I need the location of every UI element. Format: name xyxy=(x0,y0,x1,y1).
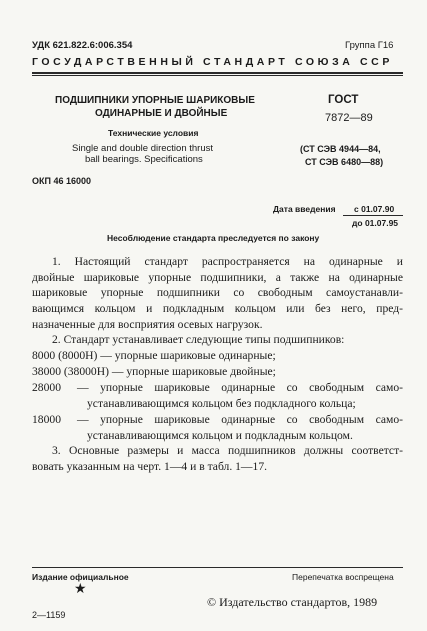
date-rule xyxy=(343,215,403,216)
paragraph-line: вовать указанным на черт. 1—4 и в табл. 1—17. xyxy=(32,459,268,473)
type-8000: 8000 (8000Н) — упорные шариковые одинарные; xyxy=(32,349,276,362)
paragraph-line: шариковые упорные подшипники со свободным самоустанавли- xyxy=(32,286,403,300)
gost-label: ГОСТ xyxy=(328,94,359,106)
type-18000-description xyxy=(77,412,403,443)
paragraph-line: 3. Основные размеры и масса подшипников должны соответст- xyxy=(52,444,403,457)
star-icon: ★ xyxy=(74,582,87,597)
footer-rule xyxy=(32,567,403,568)
reprint-prohibited: Перепечатка воспрещена xyxy=(292,572,394,582)
type-28000-code: 28000 xyxy=(32,381,61,394)
copyright-notice: © Издательство стандартов, 1989 xyxy=(207,595,378,609)
type-line: — упорные шариковые одинарные со свободным само- xyxy=(77,381,403,394)
type-18000-code: 18000 xyxy=(32,413,61,426)
document-title-line1: ПОДШИПНИКИ УПОРНЫЕ ШАРИКОВЫЕ xyxy=(55,95,255,106)
paragraph-1 xyxy=(32,254,403,333)
paragraph-2: 2. Стандарт устанавливает следующие типы подшипников: xyxy=(52,333,345,346)
paragraph-3 xyxy=(32,443,403,474)
type-line: устанавливающимся кольцом без подкладного кольца; xyxy=(87,396,356,410)
effective-date-to: до 01.07.95 xyxy=(352,218,399,228)
st-sev-line1: (СТ СЭВ 4944—84, xyxy=(300,144,381,154)
print-number: 2—1159 xyxy=(32,610,66,620)
header-rule-bottom xyxy=(32,75,403,76)
group-code: Группа Г16 xyxy=(345,40,394,51)
okp-code: ОКП 46 16000 xyxy=(32,176,92,186)
gost-number: 7872—89 xyxy=(325,112,373,124)
type-28000-description xyxy=(77,380,403,411)
official-edition: Издание официальное xyxy=(32,572,129,582)
effective-date-label: Дата введения xyxy=(273,204,336,214)
paragraph-line: двойные шариковые упорные подшипники, а также на одинарные xyxy=(32,270,403,284)
document-subtitle: Технические условия xyxy=(108,128,199,138)
standard-heading: ГОСУДАРСТВЕННЫЙ СТАНДАРТ СОЮЗА ССР xyxy=(32,56,393,68)
compliance-notice: Несоблюдение стандарта преследуется по закону xyxy=(107,233,320,243)
paragraph-line: назначенные для восприятия осевых нагрузок. xyxy=(32,317,263,331)
english-title-line1: Single and double direction thrust xyxy=(72,143,214,154)
type-line: устанавливающимся кольцом и подкладным кольцом. xyxy=(87,428,353,442)
effective-date-from: с 01.07.90 xyxy=(354,204,395,214)
paragraph-line: вающимся кольцом и подкладным кольцом или без него, пред- xyxy=(32,302,403,316)
paragraph-line: 1. Настоящий стандарт распространяется на одинарные и xyxy=(52,255,403,268)
header-rule-top xyxy=(32,72,403,74)
udk-code: УДК 621.822.6:006.354 xyxy=(32,40,133,51)
document-title-line2: ОДИНАРНЫЕ И ДВОЙНЫЕ xyxy=(95,108,228,119)
english-title-line2: ball bearings. Specifications xyxy=(85,154,203,165)
type-38000: 38000 (38000Н) — упорные шариковые двойные; xyxy=(32,365,276,378)
st-sev-line2: СТ СЭВ 6480—88) xyxy=(305,157,384,167)
type-line: — упорные шариковые одинарные со свободным само- xyxy=(77,413,403,426)
